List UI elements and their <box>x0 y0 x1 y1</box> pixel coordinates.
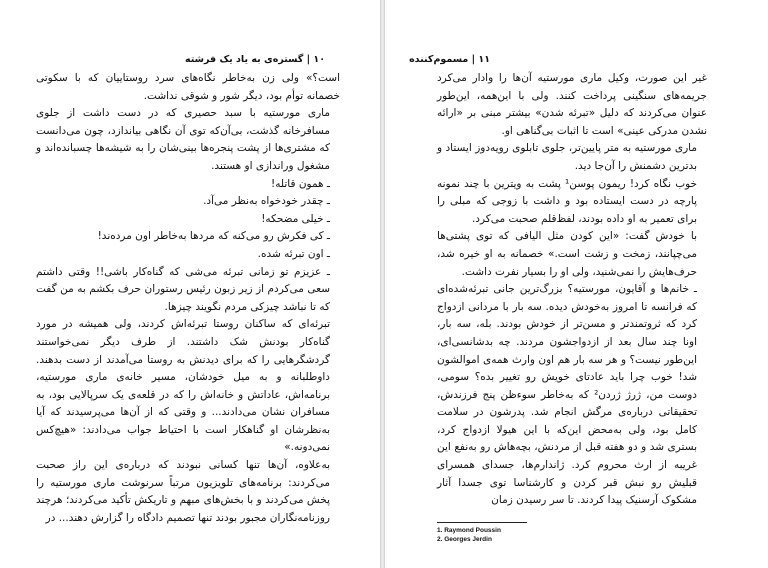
page-body <box>437 70 707 510</box>
dialogue-line: ـ خیلی مضحکه! <box>261 212 330 225</box>
dialogue-line: ـ همون قاتله! <box>271 177 330 190</box>
dialogue-line: ـ اون تبرئه شده. <box>257 247 330 260</box>
dialogue-paragraph: ـ خانم‌ها و آقایون، مورستیه؟ بزرگ‌ترین جانی تبرئه‌شده‌ای که فرانسه تا امروز به‌خودش دیده. سه بار با مردانی ازدواج کرد که ثروتمندتر و مسن‌تر از خودش بودند. بله، سه بار، اونا چند سال بعد از ازدواجشون مردند. چه بدشانسی‌ای، این‌طور نیست؟ و هر سه بار هم اون وارث همه‌ی اموالشون شد! خوب چرا باید عادتای خویش رو تغییر بده؟ سومی، دوست من، ژرژ ژردن² که به‌خاطر سوءظن پنج فرزندش، تحقیقاتی درباره‌ی مرگش انجام شد. پدرشون در سلامت کامل بود، ولی به‌محض این‌که با این هیولا ازدواج کرد، بستری شد و دو هفته قبل از مردنش، بچه‌هاش رو به‌نفع این غریبه از ارث محروم کرد. ژاندارم‌ها، جسدای همسرای قبلیش رو نبش قبر کردن و کارشناسا توی جسدا آثار مشکوک آرسنیک پیدا کردند. تا سر رسیدن زمان <box>437 283 697 507</box>
page-body <box>36 70 340 527</box>
left-page <box>0 0 380 568</box>
paragraph: خوب نگاه کرد! ریمون پوسن¹ پشت به ویترین با چند نمونه پارچه در دست ایستاده بود و داشت با زوجی که مبلی را برای تعمیر به او داده بودند، لفظ‌قلم صحبت می‌کرد. <box>437 177 698 225</box>
footnote-divider <box>437 522 527 523</box>
footnotes <box>437 527 637 544</box>
running-header: ۱۱ | مسموم‌کننده <box>409 54 490 65</box>
footnote: 1. Raymond Poussin <box>437 527 501 534</box>
running-header: ۱۰ | گستره‌ی به یاد یک فرشته <box>185 54 325 65</box>
footnote: 2. Georges Jerdin <box>437 535 492 543</box>
paragraph: با خودش گفت: «این کودن مثل الیافی که توی پشتی‌ها می‌چپانند، زمخت و زشت است.» خصمانه به او خیره شد، حرف‌هایش را نمی‌شنید، ولی او را بسیار نفرت داشت. <box>437 230 697 278</box>
right-page <box>385 0 768 568</box>
dialogue-line: ـ کی فکرش رو می‌کنه که مردها به‌خاطر اون مرده‌ند! <box>97 230 330 243</box>
paragraph: تبرئه‌ای که ساکنان روستا تبرئه‌اش کردند، ولی همیشه در مورد گناه‌کار بودنش شک داشتند. از طرف دیگر نمی‌خواستند گردشگرهایی را که برای دیدنش به روستا می‌آمدند از دست بدهند. داوطلبانه و به میل خودشان، مسیر خانه‌ی ماری مورستیه، برنامه‌اش، عاداتش و خانه‌اش را که در قلعه‌ی یک سرپالایی بود، به مسافران نشان می‌دادند... و وقتی که از آن‌ها می‌پرسیدند که آیا به‌نظرشان او گناهکار است با احتیاط جواب می‌دادند: «هیچ‌کس نمی‌دونه.» <box>36 318 330 454</box>
paragraph: ماری مورستیه با سبد حصیری که در دست داشت از جلوی مسافرخانه گذشت، بی‌آن‌که توی آن نگاهی بیاندازد، چون می‌دانست که مشتری‌ها از پشت پنجره‌ها بینی‌شان را به شیشه‌ها چسبانده‌اند و مشغول وراندازی او هستند. <box>36 107 330 172</box>
paragraph: به‌علاوه، آن‌ها تنها کسانی نبودند که درباره‌ی این راز صحبت می‌کردند: برنامه‌های تلویزیون مرتباً سرنوشت ماری مورستیه را پخش می‌کردند و با بخش‌های مبهم و تاریکش تأکید می‌کردند؛ هرچند روزنامه‌نگاران مجبور بودند تنها تصمیم دادگاه را گزارش دهند... در <box>36 459 330 524</box>
dialogue-line: ـ عزیزم تو زمانی تبرئه می‌شی که گناه‌کار باشی!! وقتی داشتم سعی می‌کردم از زیر زبون رئیس رستوران حرف بکشم به من گفت که تا نباشد چیزکی مردم نگویند چیزها. <box>36 265 330 313</box>
paragraph: غیر این صورت، وکیل ماری مورستیه آن‌ها را وادار می‌کرد جریمه‌های سنگینی پرداخت کنند. ولی با این‌همه، این‌طور عنوان می‌کردند که دلیل «تبرئه شدن» بیشتر مبنی بر «ارائه نشدن مدرکی عینی» است تا اثبات بی‌گناهی او. <box>437 72 707 137</box>
dialogue-line: ـ چقدر خودخواه به‌نظر می‌آد. <box>203 195 330 208</box>
paragraph: ماری مورستیه به متر پایین‌تر، جلوی تابلوی رویه‌دوز ایستاد و بدترین دشمنش را آن‌جا دید. <box>437 142 697 172</box>
paragraph: است؟» ولی زن به‌خاطر نگاه‌های سرد روستاییان که با سکوتی خصمانه توأم بود، دیگر شور و شوقی نداشت. <box>36 72 340 102</box>
